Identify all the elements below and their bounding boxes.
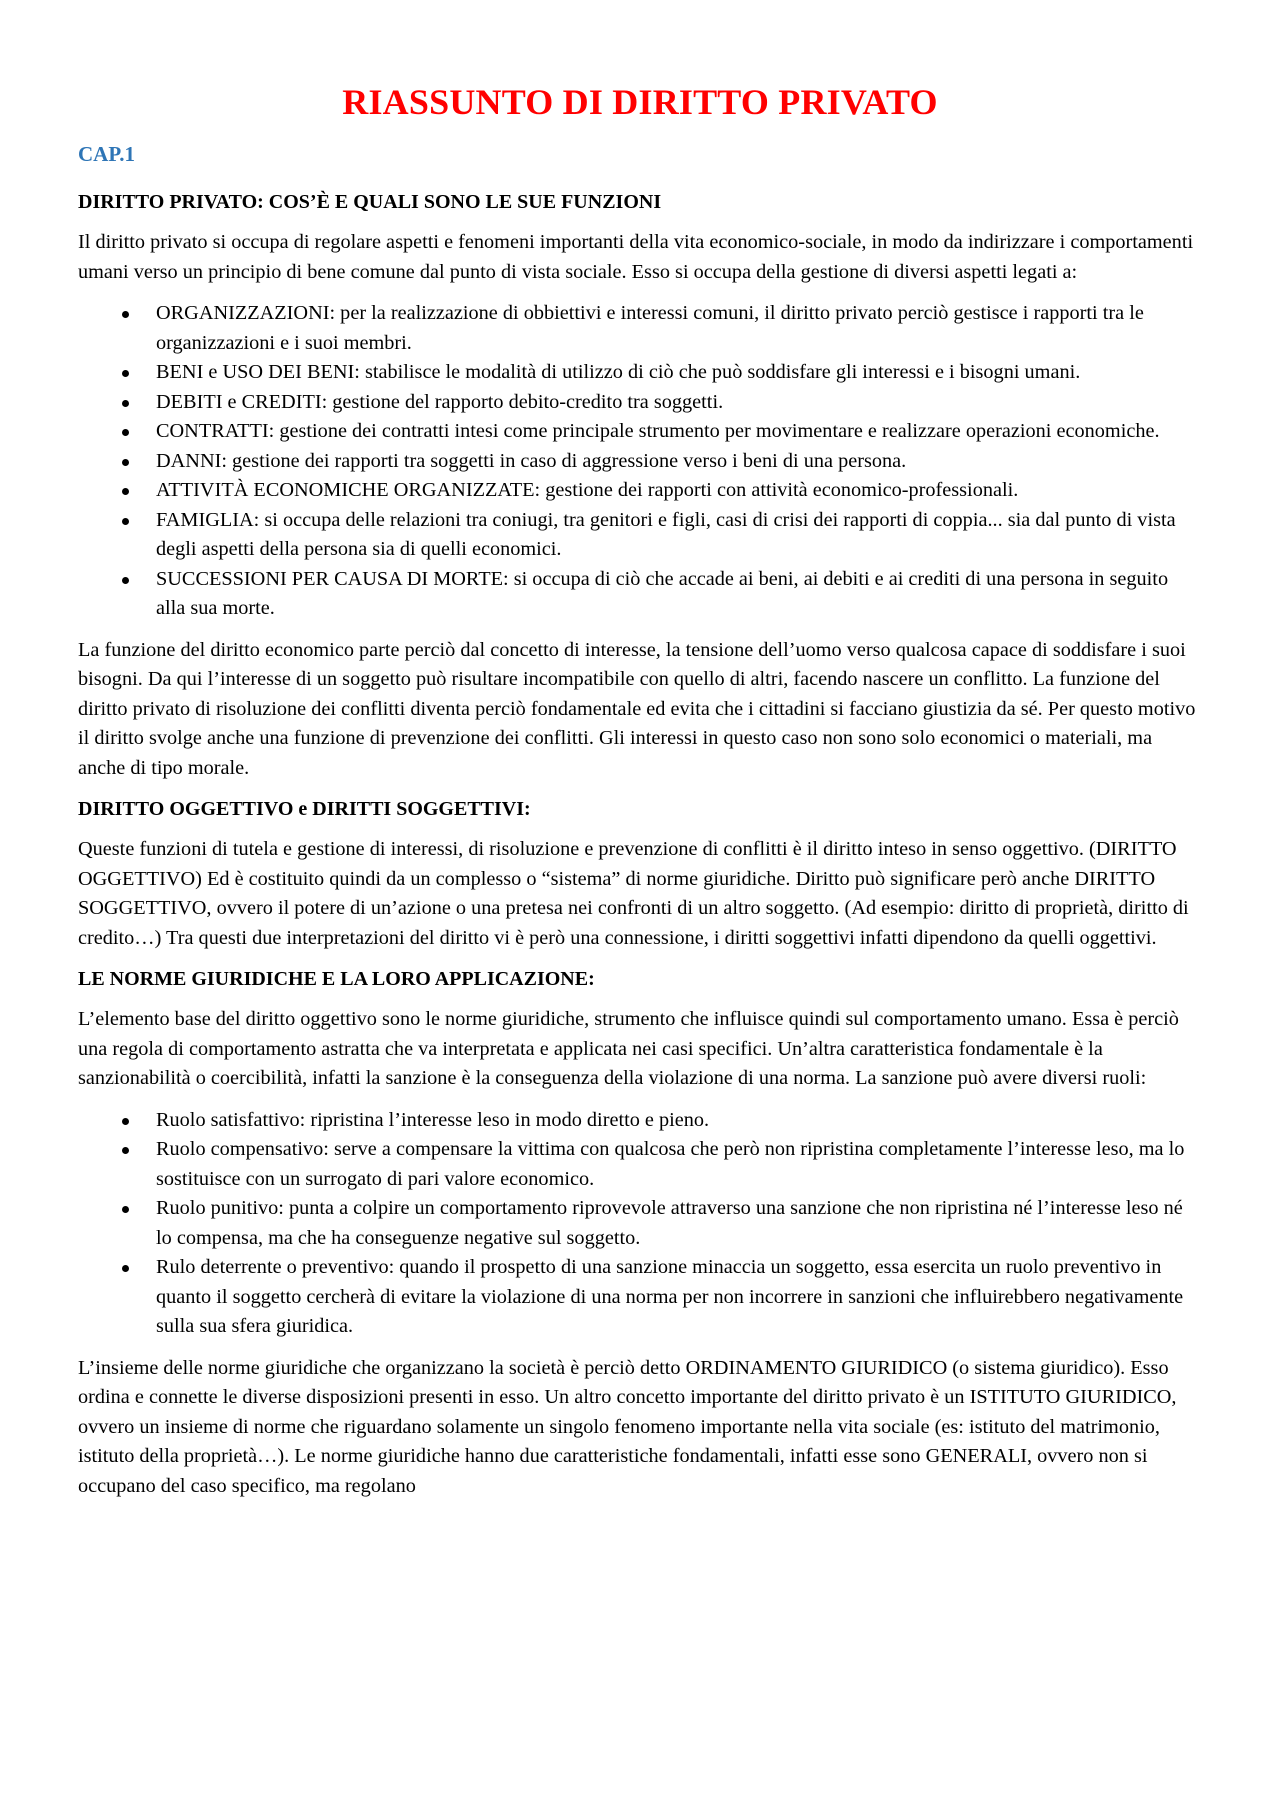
bullet-icon [122,370,129,377]
list-item-text: CONTRATTI: gestione dei contratti intesi come principale strumento per movimentare e realizzare operazioni economiche. [156,420,1160,442]
bullet-icon [122,400,129,407]
list-item-text: SUCCESSIONI PER CAUSA DI MORTE: si occupa di ciò che accade ai beni, ai debiti e ai crediti di una persona in seguito alla sua morte. [156,567,1169,619]
list-item [78,388,1202,418]
list-item-text: ORGANIZZAZIONI: per la realizzazione di obbiettivi e interessi comuni, il diritto privato perciò gestisce i rapporti tra le organizzazioni e i suoi membri. [156,302,1144,354]
bullet-icon [122,1206,129,1213]
bullet-icon [122,1265,129,1272]
list-item-text: FAMIGLIA: si occupa delle relazioni tra coniugi, tra genitori e figli, casi di crisi dei rapporti di coppia... sia dal punto di vista degli aspetti della persona sia di quelli economici. [156,508,1176,560]
list-item [78,1253,1202,1342]
bullet-icon [122,1118,129,1125]
paragraph: Il diritto privato si occupa di regolare aspetti e fenomeni importanti della vita economico-sociale, in modo da indirizzare i comportamenti umani verso un principio di bene comune dal punto di vista sociale. Esso si occupa della gestione di diversi aspetti legati a: [78,231,1194,283]
list-item [78,299,1202,358]
list-item-text: ATTIVITÀ ECONOMICHE ORGANIZZATE: gestione dei rapporti con attività economico-professionali. [156,479,1019,501]
section-diritto-privato [78,188,1202,783]
bullet-icon [122,1147,129,1154]
section-heading: LE NORME GIURIDICHE E LA LORO APPLICAZIONE: [78,968,595,990]
list-item-text: Ruolo punitivo: punta a colpire un comportamento riprovevole attraverso una sanzione che non ripristina né l’interesse leso né lo compensa, ma che ha conseguenze negative sul soggetto. [156,1197,1183,1249]
paragraph: L’insieme delle norme giuridiche che organizzano la società è perciò detto ORDINAMENTO GIURIDICO (o sistema giuridico). Esso ordina e connette le diverse disposizioni presenti in esso. Un altro concetto importante del diritto privato è un ISTITUTO GIURIDICO, ovvero un insieme di norme che riguardano solamente un singolo fenomeno importante nella vita sociale (es: istituto del matrimonio, istituto della proprietà…). Le norme giuridiche hanno due caratteristiche fondamentali, infatti esse sono GENERALI, ovvero non si occupano del caso specifico, ma regolano [78,1356,1177,1497]
list-item [78,417,1202,447]
list-item [78,1135,1202,1194]
section-diritto-oggettivo [78,795,1202,953]
list-item-text: DEBITI e CREDITI: gestione del rapporto debito-credito tra soggetti. [156,390,724,413]
list-item [78,1106,1202,1136]
section-heading: DIRITTO PRIVATO: COS’È E QUALI SONO LE SUE FUNZIONI [78,191,662,213]
bullet-list [78,299,1202,624]
list-item [78,565,1202,624]
paragraph: La funzione del diritto economico parte perciò dal concetto di interesse, la tensione dell’uomo verso qualcosa capace di soddisfare i suoi bisogni. Da qui l’interesse di un soggetto può risultare incompatibile con quello di altri, facendo nascere un conflitto. La funzione del diritto privato di risoluzione dei conflitti diventa perciò fondamentale ed evita che i cittadini si facciano giustizia da sé. Per questo motivo il diritto svolge anche una funzione di prevenzione dei conflitti. Gli interessi in questo caso non sono solo economici o materiali, ma anche di tipo morale. [78,638,1196,779]
list-item-text: DANNI: gestione dei rapporti tra soggetti in caso di aggressione verso i beni di una persona. [156,449,907,472]
list-item [78,506,1202,565]
list-item-text: BENI e USO DEI BENI: stabilisce le modalità di utilizzo di ciò che può soddisfare gli interessi e i bisogni umani. [156,361,1081,383]
bullet-icon [122,311,129,318]
bullet-icon [122,429,129,436]
list-item-text: Rulo deterrente o preventivo: quando il prospetto di una sanzione minaccia un soggetto, essa esercita un ruolo preventivo in quanto il soggetto cercherà di evitare la violazione di una norma per non incorrere in sanzioni che influirebbero negativamente sulla sua sfera giuridica. [156,1256,1184,1337]
chapter-label: CAP.1 [78,142,135,166]
list-item-text: Ruolo compensativo: serve a compensare la vittima con qualcosa che però non ripristina completamente l’interesse leso, ma lo sostituisce con un surrogato di pari valore economico. [156,1138,1185,1190]
document-title: RIASSUNTO DI DIRITTO PRIVATO [342,82,938,122]
list-item [78,476,1202,506]
list-item [78,358,1202,388]
paragraph: L’elemento base del diritto oggettivo sono le norme giuridiche, strumento che influisce quindi sul comportamento umano. Essa è perciò una regola di comportamento astratta che va interpretata e applicata nei casi specifici. Un’altra caratteristica fondamentale è la sanzionabilità o coercibilità, infatti la sanzione è la conseguenza della violazione di una norma. La sanzione può avere diversi ruoli: [78,1008,1179,1089]
list-item-text: Ruolo satisfattivo: ripristina l’interesse leso in modo diretto e pieno. [156,1108,710,1131]
list-item [78,1194,1202,1253]
bullet-list [78,1106,1202,1342]
bullet-icon [122,488,129,495]
bullet-icon [122,518,129,525]
bullet-icon [122,459,129,466]
list-item [78,447,1202,477]
bullet-icon [122,577,129,584]
paragraph: Queste funzioni di tutela e gestione di interessi, di risoluzione e prevenzione di conflitti è il diritto inteso in senso oggettivo. (DIRITTO OGGETTIVO) Ed è costituito quindi da un complesso o “sistema” di norme giuridiche. Diritto può significare però anche DIRITTO SOGGETTIVO, ovvero il potere di un’azione o una pretesa nei confronti di un altro soggetto. (Ad esempio: diritto di proprietà, diritto di credito…) Tra questi due interpretazioni del diritto vi è però una connessione, i diritti soggettivi infatti dipendono da quelli oggettivi. [78,838,1189,949]
section-norme-giuridiche [78,965,1202,1501]
section-heading: DIRITTO OGGETTIVO e DIRITTI SOGGETTIVI: [78,798,531,820]
